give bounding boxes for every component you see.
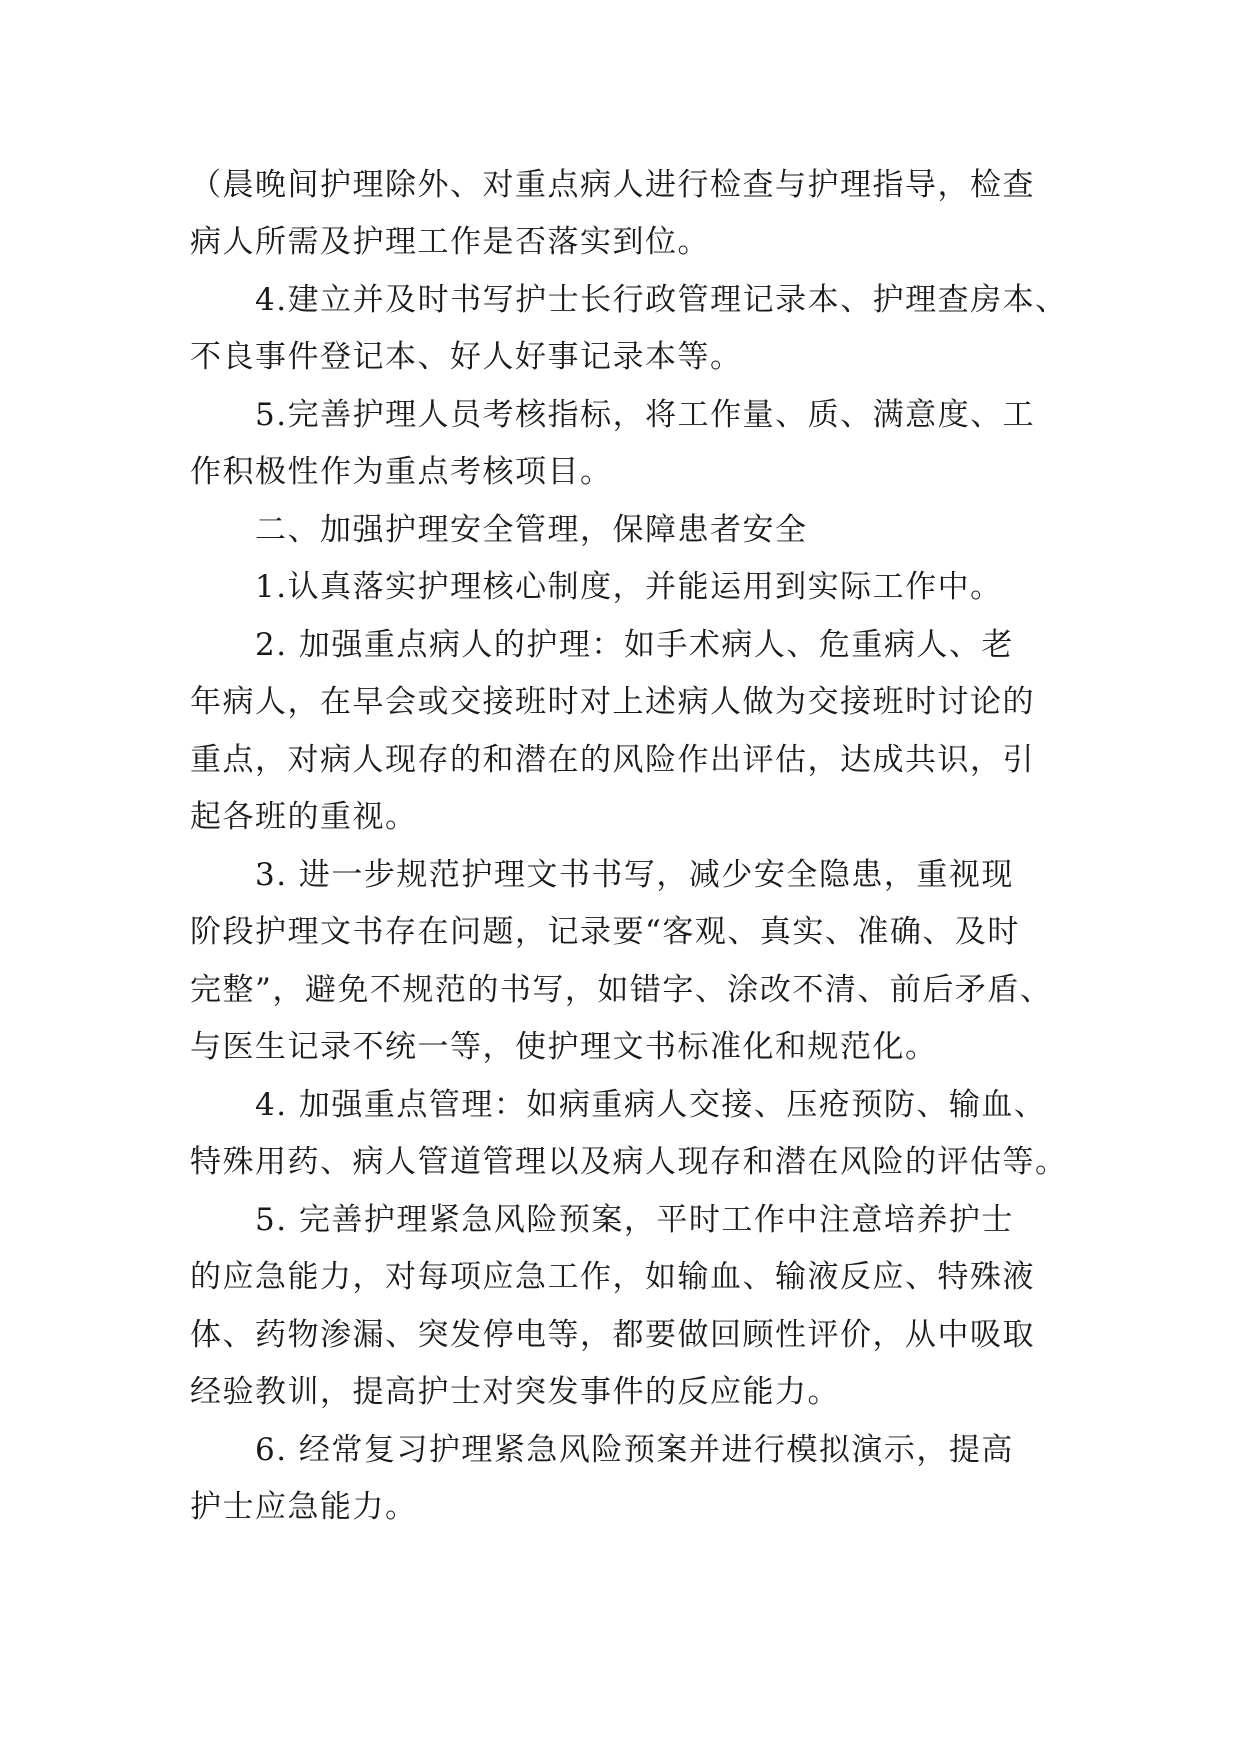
text-line: 作积极性作为重点考核项目。 xyxy=(190,454,613,490)
text-line: 不良事件登记本、好人好事记录本等。 xyxy=(190,339,743,375)
text-line: 与医生记录不统一等，使护理文书标准化和规范化。 xyxy=(190,1029,938,1065)
text-line: （晨晚间护理除外、对重点病人进行检查与护理指导，检查 xyxy=(190,167,1035,203)
text-line: 特殊用药、病人管道管理以及病人现存和潜在风险的评估等。 xyxy=(190,1144,1068,1180)
text-line: 经验教训，提高护士对突发事件的反应能力。 xyxy=(190,1374,840,1410)
text-line: 体、药物渗漏、突发停电等，都要做回顾性评价，从中吸取 xyxy=(190,1317,1035,1353)
text-line: 阶段护理文书存在问题，记录要“客观、真实、准确、及时 xyxy=(190,914,1020,950)
text-line: 5. 完善护理紧急风险预案，平时工作中注意培养护士 xyxy=(255,1202,1014,1238)
text-line: 5.完善护理人员考核指标，将工作量、质、满意度、工 xyxy=(255,397,1036,433)
text-line: 4.建立并及时书写护士长行政管理记录本、护理查房本、 xyxy=(255,282,1068,318)
text-line: 2. 加强重点病人的护理：如手术病人、危重病人、老 xyxy=(255,627,1014,663)
text-line: 年病人，在早会或交接班时对上述病人做为交接班时讨论的 xyxy=(190,684,1035,720)
text-line: 3. 进一步规范护理文书书写，减少安全隐患，重视现 xyxy=(255,857,1014,893)
text-line: 病人所需及护理工作是否落实到位。 xyxy=(190,224,710,260)
text-line: 起各班的重视。 xyxy=(190,799,418,835)
text-line: 6. 经常复习护理紧急风险预案并进行模拟演示，提高 xyxy=(255,1432,1014,1468)
text-line: 的应急能力，对每项应急工作，如输血、输液反应、特殊液 xyxy=(190,1259,1035,1295)
text-line: 完整”，避免不规范的书写，如错字、涂改不清、前后矛盾、 xyxy=(190,972,1053,1008)
text-line: 护士应急能力。 xyxy=(190,1489,418,1525)
section-heading: 二、加强护理安全管理，保障患者安全 xyxy=(255,512,808,548)
text-line: 重点，对病人现存的和潜在的风险作出评估，达成共识，引 xyxy=(190,742,1035,778)
text-line: 4. 加强重点管理：如病重病人交接、压疮预防、输血、 xyxy=(255,1087,1047,1123)
text-line: 1.认真落实护理核心制度，并能运用到实际工作中。 xyxy=(255,569,1003,605)
